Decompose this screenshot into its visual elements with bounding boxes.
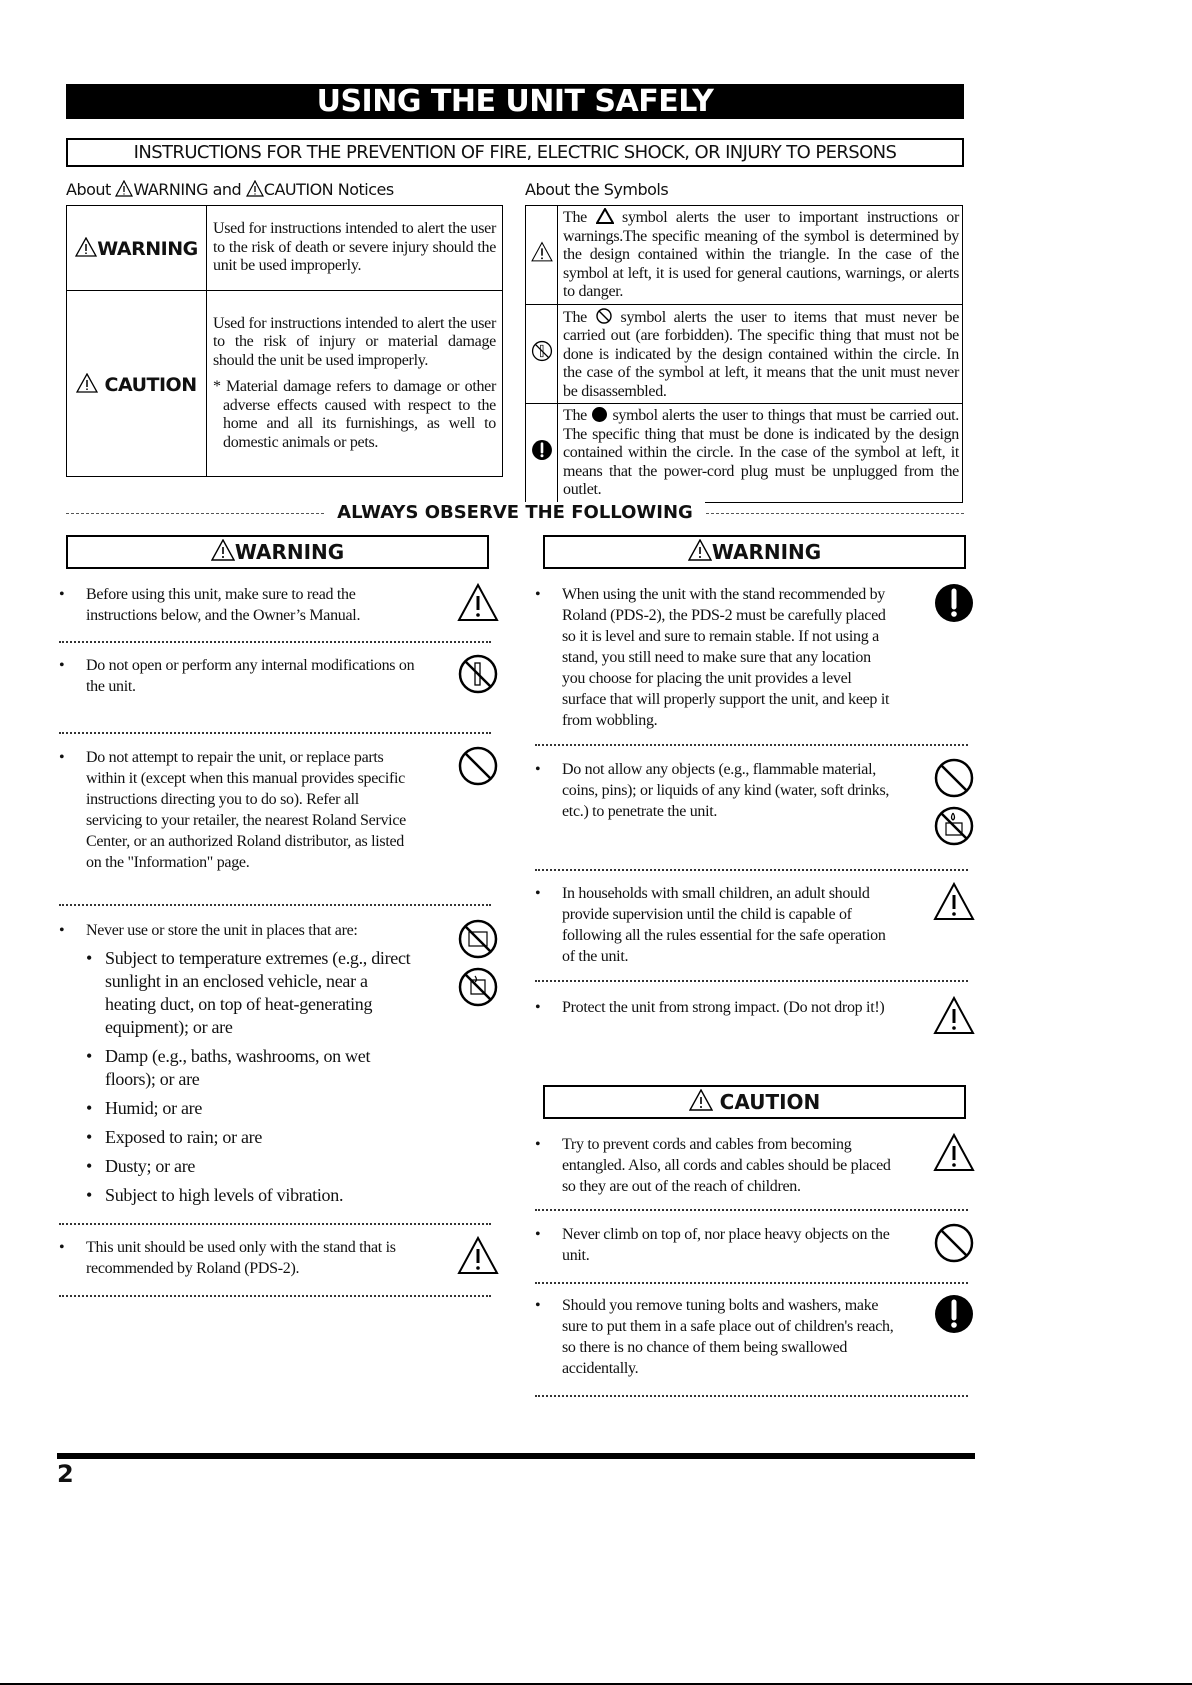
subtitle-box: INSTRUCTIONS FOR THE PREVENTION OF FIRE, ELECTRIC SHOCK, OR INJURY TO PERSONS [66,138,964,167]
warning-icon-wrapper [457,1235,499,1277]
always-observe-heading: ALWAYS OBSERVE THE FOLLOWING [325,502,705,523]
symbol-text-pre: The [563,308,587,326]
warning-icon [933,995,975,1037]
bullet: • [59,749,65,766]
bullet: • [59,1239,65,1256]
heading-about: About [66,180,111,199]
warning-icon [457,582,499,624]
safety-item-text: Protect the unit from strong impact. (Do not drop it!) [562,999,885,1016]
item-separator [535,744,968,746]
symbol-icon-cell [526,304,558,404]
warning-description: Used for instructions intended to alert the user to the risk of death or severe injury should the unit be used improperly. [207,206,503,291]
filled-circle-symbol-icon [591,406,608,423]
item-separator [535,980,968,982]
warning-label: WARNING [97,238,198,261]
bullet: • [535,999,541,1016]
symbol-description [558,206,963,305]
prohibited-icon-wrapper [457,745,499,787]
prohibited-icon [933,1222,975,1264]
mandatory-icon [531,439,553,461]
mandatory-icon [933,1293,975,1335]
safety-item-text: Try to prevent cords and cables from becoming entangled. Also, all cords and cables should be placed so they are out of the reach of children. [562,1136,891,1195]
item-separator [59,732,491,734]
safety-item-text: When using the unit with the stand recommended by Roland (PDS-2), the PDS-2 must be carefully placed so it is level and sure to remain stable. If not using a stand, you still need to make sure that any location you choose for placing the unit provides a level surface that will properly support the unit, and keep it from wobbling. [562,586,890,729]
symbol-text-pre: The [563,407,587,424]
no-disassemble-icon [457,653,499,695]
symbols-heading: About the Symbols [525,180,669,199]
no-disassemble-icon-wrapper [457,653,499,695]
bullet: • [59,586,65,603]
sub-item: • Subject to high levels of vibration. [86,1184,418,1207]
sub-item: • Subject to temperature extremes (e.g., direct sunlight in an enclosed vehicle, near a heating duct, on top of heat-generating equipment); or are [86,947,418,1039]
symbol-text-post: symbol alerts the user to items that must never be carried out (are forbidden). The specific thing that must not be done is indicated by the design contained within the circle. In the case of the symbol at left, it means that the unit must never be disassembled. [563,308,960,400]
safety-item-text: Should you remove tuning bolts and washers, make sure to put them in a safe place out of children's reach, so there is no chance of them being swallowed accidentally. [562,1297,894,1377]
prohibition-symbol-icon [595,307,613,325]
heading-caution: CAUTION [263,180,334,199]
safety-item-text: Do not open or perform any internal modifications on the unit. [86,657,415,695]
mandatory-icon [933,582,975,624]
sub-item: • Dusty; or are [86,1155,418,1178]
triangle-symbol-icon [596,208,614,224]
warning-triangle-icon [688,539,712,561]
warning-label-cell [67,206,207,291]
bullet: • [59,922,65,939]
warning-icon-wrapper [457,582,499,624]
warning-icon [457,1235,499,1277]
heading-warning: WARNING [133,180,208,199]
warning-triangle-icon [246,180,264,197]
safety-item-text: In households with small children, an adult should provide supervision until the child is capable of following all the rules essential for the safe operation of the unit. [562,885,886,965]
sub-item: • Damp (e.g., baths, washrooms, on wet floors); or are [86,1045,418,1091]
footer-rule [57,1453,975,1459]
symbol-text-post: symbol alerts the user to things that must be carried out. The specific thing that must be done is indicated by the design contained within the circle. In the case of the symbol at left, it means that the power-cord plug must be unplugged from the outlet. [563,407,959,498]
warning-icon [933,1132,975,1174]
no-sun-icon [457,918,499,960]
symbol-row [526,206,963,305]
prohibited-icon-wrapper [933,1222,975,1264]
mandatory-icon-wrapper [933,582,975,624]
warning-icon-wrapper [933,995,975,1037]
item-separator [59,1223,491,1225]
warning-triangle-icon [689,1089,713,1111]
warning-head-label: WARNING [234,540,345,564]
item-separator [59,1295,491,1297]
page-title: USING THE UNIT SAFELY [66,84,964,119]
warning-triangle-icon [75,237,97,257]
warning-icon-wrapper [933,1132,975,1174]
safety-item-text: Never climb on top of, nor place heavy objects on the unit. [562,1226,890,1264]
prohibited-icon [933,757,975,799]
safety-item-text: Do not attempt to repair the unit, or replace parts within it (except when this manual provides specific instructions directing you to do so). Refer all servicing to your retailer, the nearest Roland Service Center, or an authorized Roland distributor, as listed on the "Information" page. [86,749,406,871]
item-separator [535,1282,968,1284]
no-disassemble-icon [531,340,553,362]
warning-triangle-icon [76,373,98,393]
symbol-description [558,304,963,404]
bullet: • [535,586,541,603]
safety-item-text: Never use or store the unit in places that are: [86,922,358,939]
warning-triangle-icon [115,180,133,197]
warning-icon [933,881,975,923]
symbol-row [526,404,963,503]
safety-item-text: This unit should be used only with the stand that is recommended by Roland (PDS-2). [86,1239,396,1277]
warning-section-header [66,535,489,569]
symbol-description [558,404,963,503]
caution-note: * Material damage refers to damage or other adverse effects caused with respect to the home and all its furnishings, as well to domestic animals or pets. [213,378,496,451]
no-liquid-icon-wrapper [933,805,975,847]
notices-table [66,205,503,477]
heading-and: and [212,180,242,199]
notices-heading [66,180,394,199]
sub-item: • Humid; or are [86,1097,418,1120]
warning-icon-wrapper [933,881,975,923]
prohibited-icon [457,745,499,787]
caution-label: CAUTION [104,373,197,396]
item-separator [535,1209,968,1211]
symbol-text-pre: The [563,209,587,226]
warning-triangle-icon [211,539,235,561]
warning-section-header-right [543,535,966,569]
symbols-table [525,205,963,503]
symbol-icon-cell [526,404,558,503]
item-separator [535,869,968,871]
symbol-icon-cell [526,206,558,305]
symbol-row [526,304,963,404]
bullet: • [535,1226,541,1243]
sub-item: • Exposed to rain; or are [86,1126,418,1149]
always-observe-divider [66,502,964,524]
no-water-icon [457,966,499,1008]
caution-section-header [543,1085,966,1119]
page-number: 2 [57,1460,74,1488]
warning-icon [531,241,553,263]
symbol-text-post: symbol alerts the user to important instructions or warnings.The specific meaning of the symbol is determined by the design contained within the triangle. In the case of the symbol at left, it is used for general cautions, warnings, or alerts to danger. [563,209,959,300]
item-separator [59,904,491,906]
safety-item-text: Do not allow any objects (e.g., flammable material, coins, pins); or liquids of any kind (water, soft drinks, etc.) to penetrate the unit. [562,761,890,820]
bullet: • [59,657,65,674]
no-liquid-icon [933,805,975,847]
bullet: • [535,885,541,902]
safety-item-text: Before using this unit, make sure to read the instructions below, and the Owner’s Manual. [86,586,361,624]
item-separator [59,641,491,643]
bullet: • [535,1136,541,1153]
caution-label-cell [67,291,207,477]
caution-description: Used for instructions intended to alert the user to the risk of injury or material damage should the unit be used improperly. [213,314,496,369]
warning-head-label: WARNING [711,540,822,564]
bullet: • [535,1297,541,1314]
caution-head-label: CAUTION [719,1090,821,1114]
mandatory-icon-wrapper [933,1293,975,1335]
no-sun-icon-wrapper [457,918,499,960]
heading-notices: Notices [337,180,394,199]
item-separator [535,1395,968,1397]
no-water-icon-wrapper [457,966,499,1008]
prohibited-icon-wrapper [933,757,975,799]
bullet: • [535,761,541,778]
caution-description-cell [207,291,503,477]
